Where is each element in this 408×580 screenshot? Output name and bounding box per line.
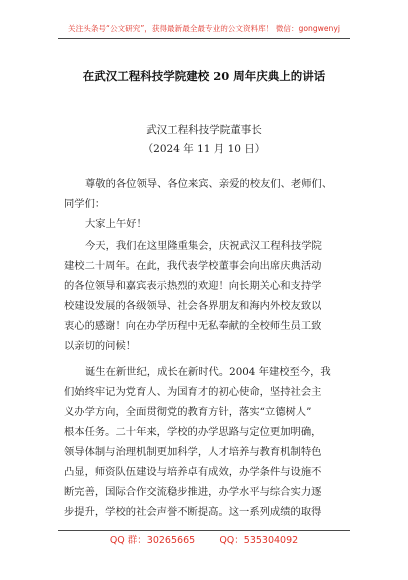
speech-date: （2024 年 11 月 10 日） xyxy=(142,143,266,155)
speaker-line: 武汉工程科技学院董事长 xyxy=(146,124,262,136)
text-line: 以亲切的问候！ xyxy=(64,340,137,352)
text-line: 凸显，师资队伍建设与培养卓有成效，办学条件与设施不 xyxy=(64,466,322,478)
document-title: 在武汉工程科技学院建校 20 周年庆典上的讲话 xyxy=(82,69,326,83)
text-line: 尊敬的各位领导、各位来宾、亲爱的校友们、老师们、 xyxy=(85,178,333,190)
text-line: 断完善，国际合作交流稳步推进，办学水平与综合实力逐 xyxy=(64,486,322,498)
text-line: 同学们： xyxy=(64,198,106,210)
paragraph-history xyxy=(64,362,346,522)
header-divider xyxy=(58,38,350,39)
text-line: 校建设发展的各级领导、社会各界朋友和海内外校友致以 xyxy=(64,300,322,312)
text-line: 步提升，学校的社会声誉不断提高。这一系列成绩的取得 xyxy=(64,506,322,518)
text-line: 的各位领导和嘉宾表示热烈的欢迎！向长期关心和支持学 xyxy=(64,280,322,292)
footer-divider xyxy=(58,530,350,531)
footer-contact: QQ 群：30265665 QQ：535304092 xyxy=(109,535,299,546)
text-line: 领导体制与治理机制更加科学，人才培养与教育机制特色 xyxy=(64,446,322,458)
paragraph-greeting xyxy=(64,214,346,234)
text-line: 衷心的感谢！向在办学历程中无私奉献的全校师生员工致 xyxy=(64,320,322,332)
text-line: 们始终牢记为党育人、为国育才的初心使命，坚持社会主 xyxy=(64,386,322,398)
text-line: 义办学方向，全面贯彻党的教育方针，落实“立德树人” xyxy=(64,406,312,418)
text-line: 根本任务。二十年来，学校的办学思路与定位更加明确， xyxy=(64,426,322,438)
text-line: 今天，我们在这里隆重集会，庆祝武汉工程科技学院 xyxy=(85,240,322,252)
promo-banner: 关注头条号“公文研究”，获得最新最全最专业的公文资料库！ 微信：gongwenyj xyxy=(68,24,340,33)
text-line: 建校二十周年。在此，我代表学校董事会向出席庆典活动 xyxy=(64,260,322,272)
paragraph-salutation xyxy=(64,174,346,214)
text-line: 诞生在新世纪，成长在新时代。2004 年建校至今，我 xyxy=(85,366,331,378)
paragraph-welcome xyxy=(64,236,346,356)
text-line: 大家上午好！ xyxy=(85,218,147,230)
